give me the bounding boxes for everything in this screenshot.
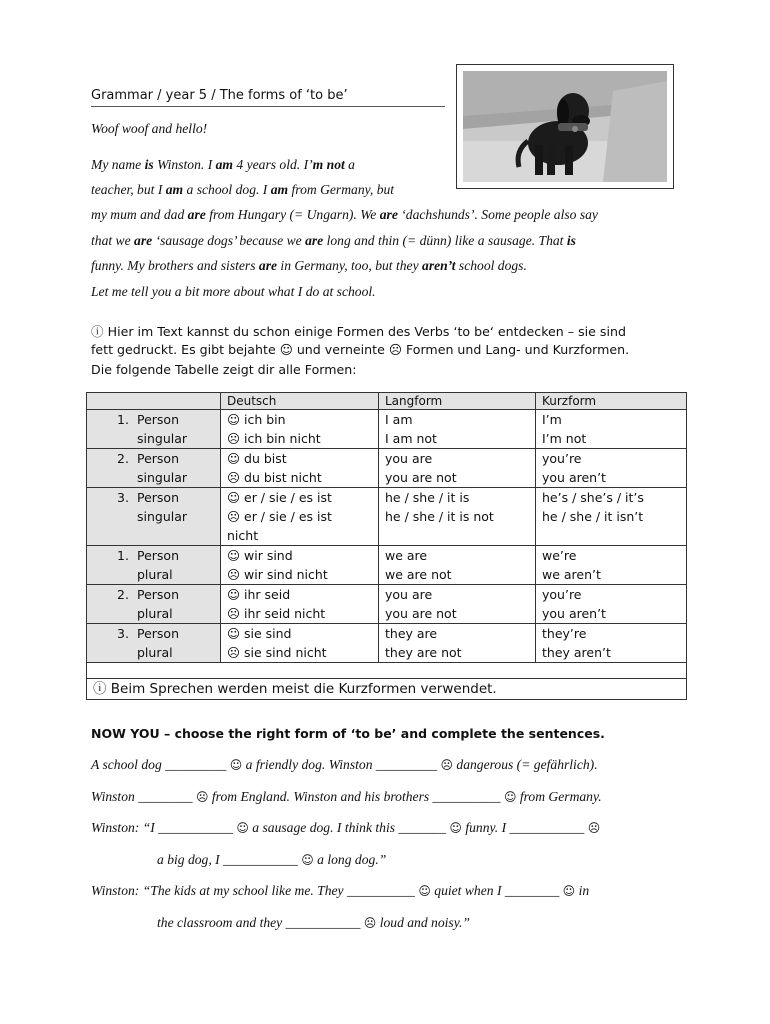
table-header-langform: Langform bbox=[379, 393, 536, 410]
exercise-sentence: A school dog _________ ☺ a friendly dog. Winston _________ ☹ dangerous (= gefährlich). bbox=[91, 757, 598, 772]
form-text: we aren’t bbox=[542, 567, 601, 582]
deutsch-cell bbox=[221, 546, 379, 585]
form-text: ☹ er / sie / es ist bbox=[227, 509, 332, 524]
person-grammatical-number: singular bbox=[137, 509, 188, 524]
person-label: Person bbox=[137, 451, 180, 466]
form-text: ☹ du bist nicht bbox=[227, 470, 322, 485]
intro-line: teacher, but I am a school dog. I am from Germany, but bbox=[91, 182, 395, 197]
hint-line: ⓘ Hier im Text kannst du schon einige Formen des Verbs ‘to be‘ entdecken – sie sind bbox=[91, 324, 626, 339]
table-header-kurzform: Kurzform bbox=[536, 393, 687, 410]
kurzform-cell bbox=[536, 546, 687, 585]
person-label: Person bbox=[137, 490, 180, 505]
table-spacer-row bbox=[87, 663, 687, 679]
exercise-sentence: Winston: “The kids at my school like me. They __________ ☺ quiet when I ________ ☺ in bbox=[91, 883, 590, 898]
intro-line: funny. My brothers and sisters are in Germany, too, but they aren’t school dogs. bbox=[91, 258, 527, 273]
kurzform-cell bbox=[536, 410, 687, 449]
form-text: I am bbox=[385, 412, 413, 427]
intro-line: my mum and dad are from Hungary (= Ungarn). We are ‘dachshunds’. Some people also say bbox=[91, 207, 598, 222]
form-text: I am not bbox=[385, 431, 437, 446]
deutsch-cell bbox=[221, 585, 379, 624]
form-text: ☹ ihr seid nicht bbox=[227, 606, 326, 621]
form-text: you’re bbox=[542, 587, 582, 602]
person-grammatical-number: singular bbox=[137, 470, 188, 485]
person-label: Person bbox=[137, 548, 180, 563]
deutsch-cell bbox=[221, 624, 379, 663]
person-number: 1. bbox=[117, 548, 129, 563]
table-row bbox=[87, 585, 687, 624]
person-number: 3. bbox=[117, 626, 129, 641]
person-cell bbox=[87, 449, 221, 488]
form-text: they are not bbox=[385, 645, 462, 660]
person-grammatical-number: plural bbox=[137, 567, 173, 582]
person-number: 1. bbox=[117, 412, 129, 427]
exercise-sentence: Winston: “I ___________ ☺ a sausage dog. I think this _______ ☺ funny. I ___________ ☹ bbox=[91, 820, 601, 835]
langform-cell bbox=[379, 624, 536, 663]
kurzform-cell bbox=[536, 624, 687, 663]
person-number: 2. bbox=[117, 587, 129, 602]
table-header-deutsch: Deutsch bbox=[221, 393, 379, 410]
form-text: ☺ sie sind bbox=[227, 626, 292, 641]
form-text: I’m bbox=[542, 412, 562, 427]
intro-line: Let me tell you a bit more about what I do at school. bbox=[91, 284, 376, 299]
person-grammatical-number: singular bbox=[137, 431, 188, 446]
person-cell bbox=[87, 488, 221, 546]
form-text: ☹ sie sind nicht bbox=[227, 645, 327, 660]
person-grammatical-number: plural bbox=[137, 645, 173, 660]
form-text: ☺ wir sind bbox=[227, 548, 293, 563]
form-text: you are not bbox=[385, 606, 457, 621]
langform-cell bbox=[379, 449, 536, 488]
table-header-empty bbox=[87, 393, 221, 410]
hint-line: fett gedruckt. Es gibt bejahte ☺ und verneinte ☹ Formen und Lang- und Kurzformen. bbox=[91, 342, 630, 357]
to-be-forms-table bbox=[86, 392, 687, 700]
table-note-row bbox=[87, 679, 687, 700]
form-text: nicht bbox=[227, 528, 259, 543]
deutsch-cell bbox=[221, 488, 379, 546]
form-text: ☺ ihr seid bbox=[227, 587, 291, 602]
form-text: you are bbox=[385, 451, 433, 466]
form-text: ☹ ich bin nicht bbox=[227, 431, 321, 446]
form-text: you aren’t bbox=[542, 470, 606, 485]
langform-cell bbox=[379, 488, 536, 546]
dachshund-image bbox=[463, 71, 667, 182]
exercise-heading: NOW YOU – choose the right form of ‘to be’ and complete the sentences. bbox=[91, 726, 605, 741]
table-spacer-cell bbox=[87, 663, 687, 679]
form-text: I’m not bbox=[542, 431, 587, 446]
form-text: they’re bbox=[542, 626, 587, 641]
deutsch-cell bbox=[221, 410, 379, 449]
form-text: they aren’t bbox=[542, 645, 611, 660]
hint-line: Die folgende Tabelle zeigt dir alle Formen: bbox=[91, 362, 357, 377]
form-text: we’re bbox=[542, 548, 577, 563]
form-text: we are not bbox=[385, 567, 452, 582]
person-number: 3. bbox=[117, 490, 129, 505]
exercise-sentence: Winston ________ ☹ from England. Winston and his brothers __________ ☺ from Germany. bbox=[91, 789, 602, 804]
langform-cell bbox=[379, 410, 536, 449]
form-text: you are not bbox=[385, 470, 457, 485]
person-number: 2. bbox=[117, 451, 129, 466]
person-cell bbox=[87, 410, 221, 449]
form-text: ☹ wir sind nicht bbox=[227, 567, 328, 582]
form-text: you are bbox=[385, 587, 433, 602]
table-header-row bbox=[87, 393, 687, 410]
table-row bbox=[87, 624, 687, 663]
form-text: ☺ er / sie / es ist bbox=[227, 490, 332, 505]
form-text: they are bbox=[385, 626, 438, 641]
dog-photo bbox=[456, 64, 674, 189]
form-text: we are bbox=[385, 548, 428, 563]
langform-cell bbox=[379, 546, 536, 585]
intro-greeting: Woof woof and hello! bbox=[91, 121, 208, 136]
form-text: he’s / she’s / it’s bbox=[542, 490, 644, 505]
exercise-sentence: the classroom and they ___________ ☹ loud and noisy.” bbox=[157, 915, 470, 930]
form-text: you’re bbox=[542, 451, 582, 466]
kurzform-cell bbox=[536, 488, 687, 546]
form-text: he / she / it is not bbox=[385, 509, 494, 524]
person-label: Person bbox=[137, 626, 180, 641]
form-text: he / she / it isn’t bbox=[542, 509, 644, 524]
person-cell bbox=[87, 624, 221, 663]
deutsch-cell bbox=[221, 449, 379, 488]
intro-line: My name is Winston. I am 4 years old. I’m not a bbox=[91, 157, 355, 172]
worksheet-title: Grammar / year 5 / The forms of ‘to be’ bbox=[91, 88, 445, 107]
table-row bbox=[87, 488, 687, 546]
form-text: ☺ du bist bbox=[227, 451, 287, 466]
person-cell bbox=[87, 546, 221, 585]
kurzform-cell bbox=[536, 449, 687, 488]
person-cell bbox=[87, 585, 221, 624]
exercise-sentence: a big dog, I ___________ ☺ a long dog.” bbox=[157, 852, 387, 867]
person-label: Person bbox=[137, 412, 180, 427]
table-note: ⓘ Beim Sprechen werden meist die Kurzformen verwendet. bbox=[87, 679, 687, 700]
kurzform-cell bbox=[536, 585, 687, 624]
form-text: he / she / it is bbox=[385, 490, 470, 505]
person-grammatical-number: plural bbox=[137, 606, 173, 621]
form-text: ☺ ich bin bbox=[227, 412, 286, 427]
person-label: Person bbox=[137, 587, 180, 602]
intro-line: that we are ‘sausage dogs’ because we are long and thin (= dünn) like a sausage. That is bbox=[91, 233, 576, 248]
langform-cell bbox=[379, 585, 536, 624]
table-row bbox=[87, 546, 687, 585]
table-row bbox=[87, 449, 687, 488]
form-text: you aren’t bbox=[542, 606, 606, 621]
table-row bbox=[87, 410, 687, 449]
